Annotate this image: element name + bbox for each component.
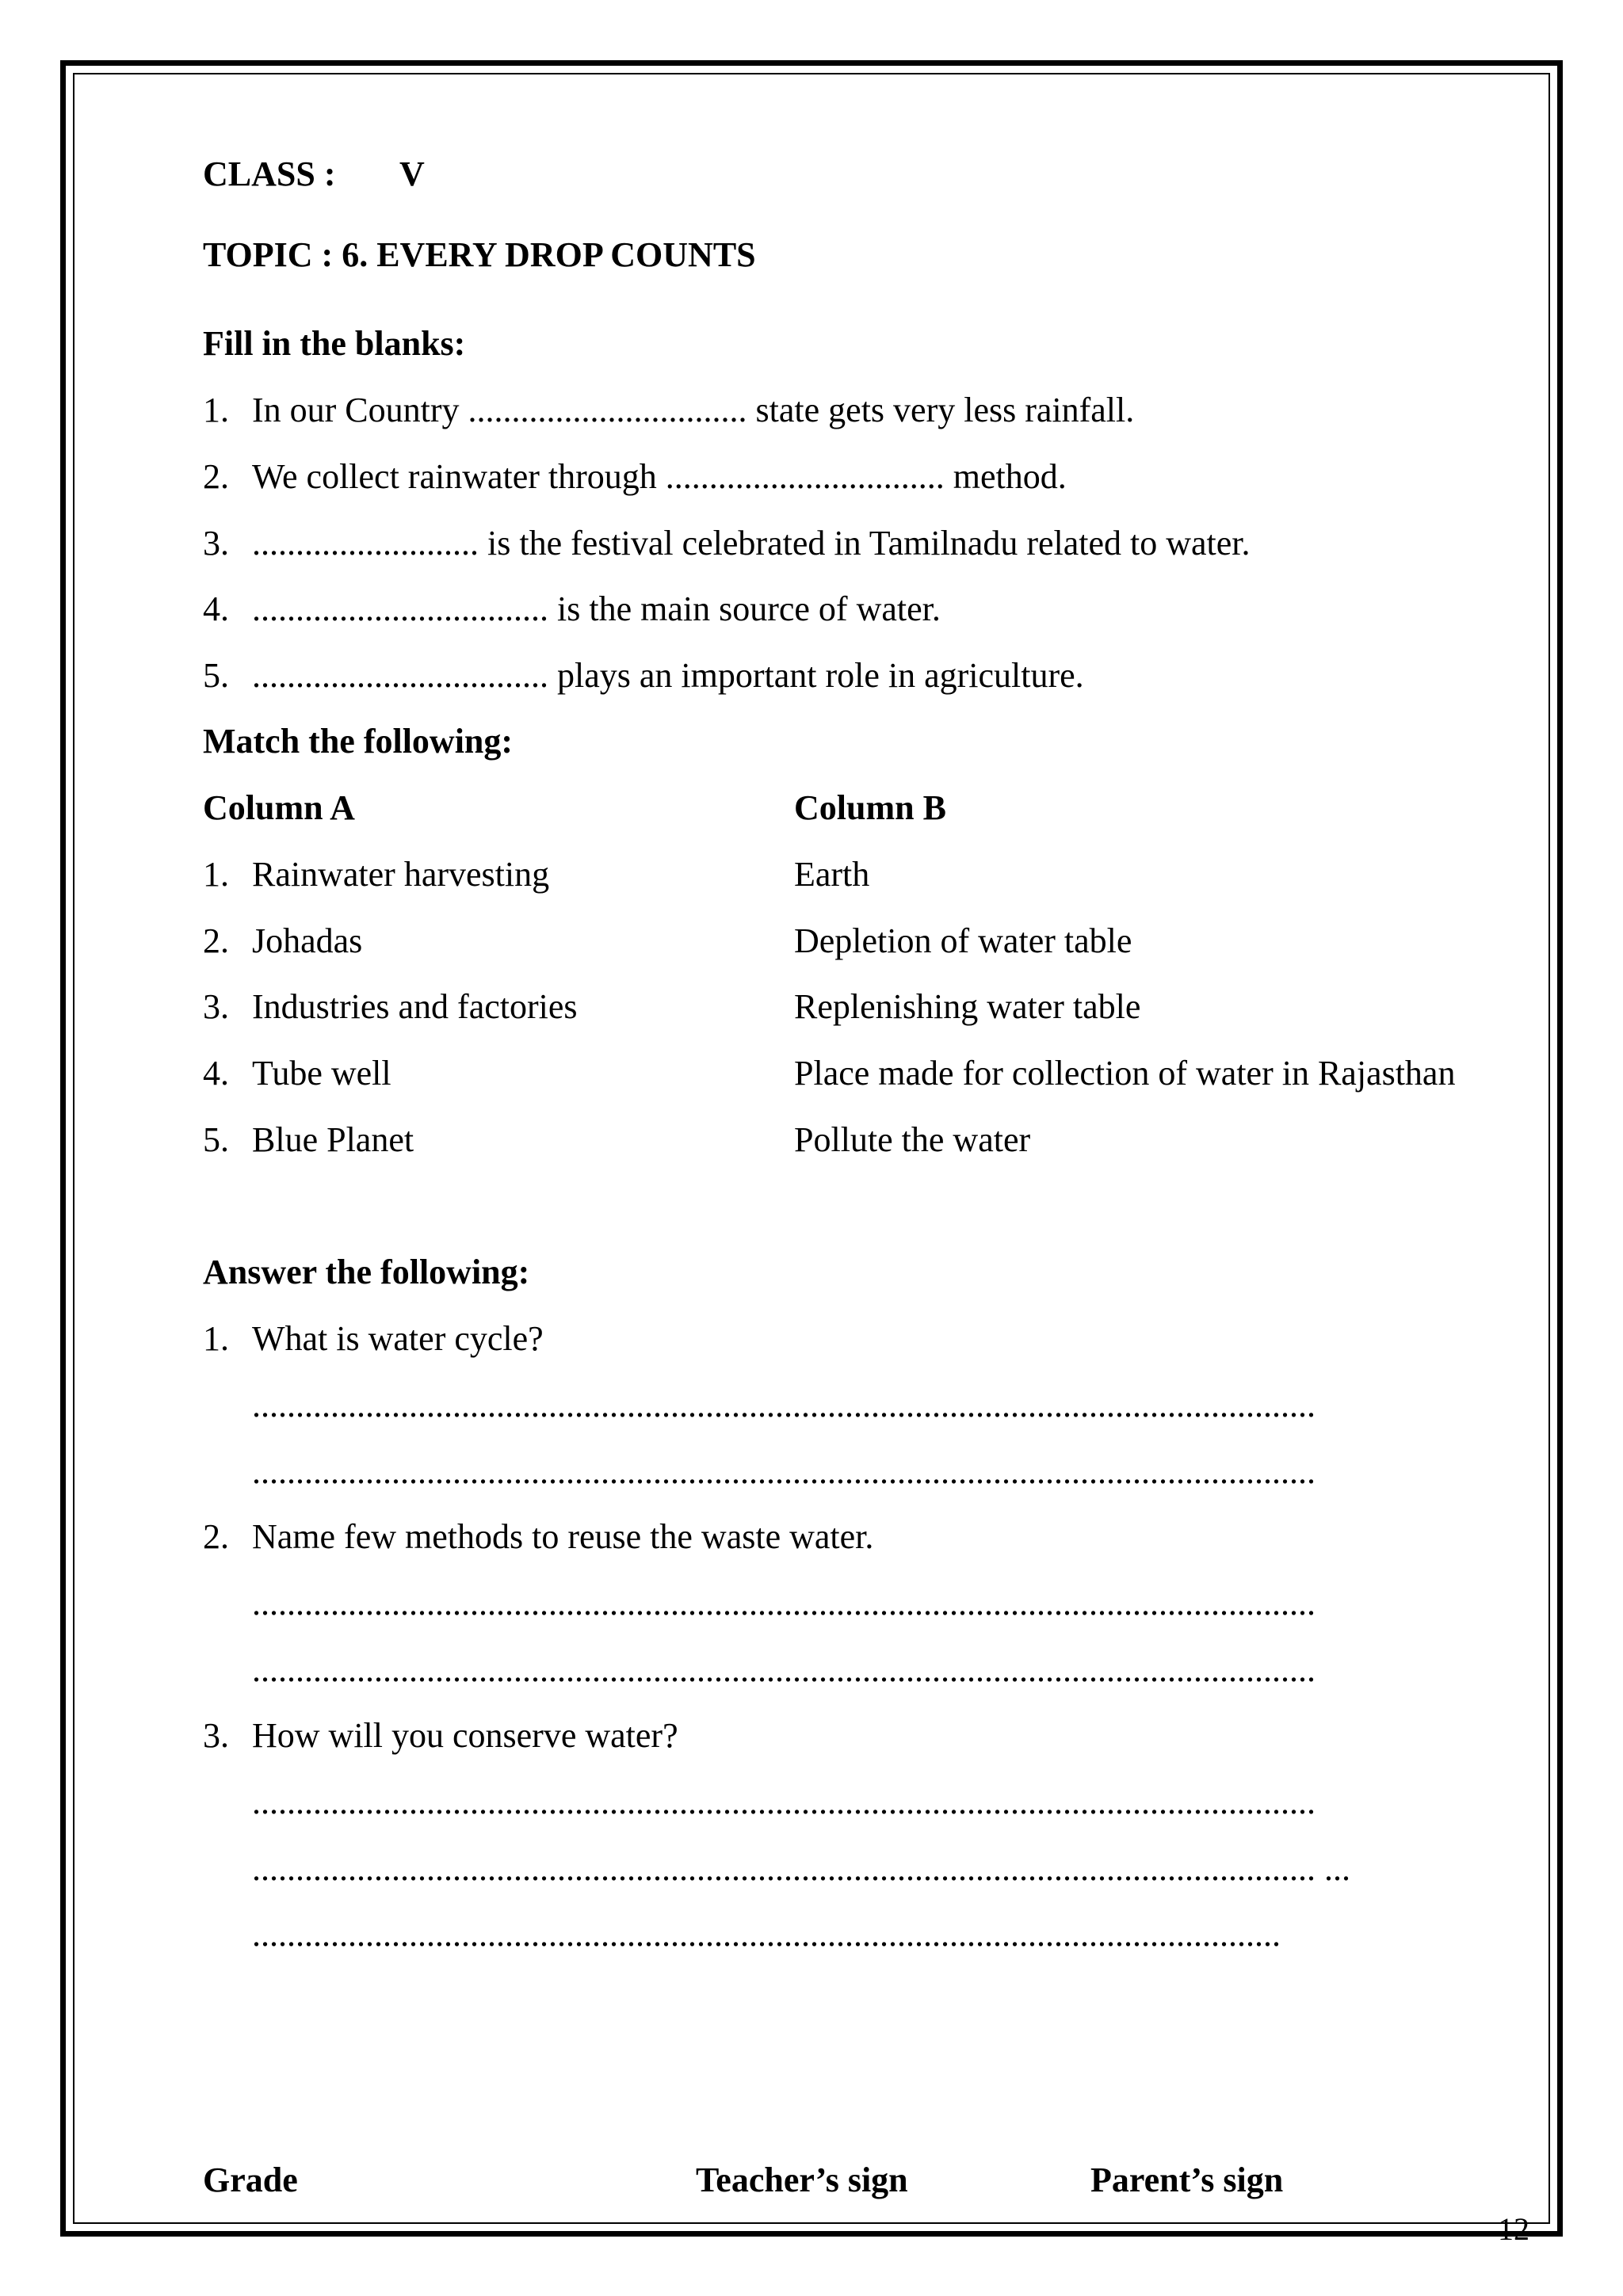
answer-line: .......................................................................................................................... ... (252, 1849, 1350, 1888)
question-number: 3. (203, 1716, 229, 1755)
question-text: What is water cycle? (252, 1319, 544, 1358)
match-number: 3. (203, 987, 229, 1026)
match-number: 1. (203, 855, 229, 894)
match-column-a-item: Johadas (252, 921, 363, 960)
match-column-b-item: Earth (794, 855, 870, 894)
question-number: 2. (203, 1517, 229, 1556)
match-column-a-item: Blue Planet (252, 1120, 414, 1159)
answer-line: .......................................................................................................................... (252, 1386, 1316, 1425)
match-column-a-item: Tube well (252, 1054, 391, 1093)
fill-blank-number: 4. (203, 589, 229, 628)
page-number: 12 (1498, 2211, 1529, 2247)
grade-label: Grade (203, 2161, 298, 2199)
question-number: 1. (203, 1319, 229, 1358)
match-number: 5. (203, 1120, 229, 1159)
answer-line: ...................................................................................................................... (252, 1915, 1281, 1954)
answer-line: .......................................................................................................................... (252, 1452, 1316, 1491)
fill-blank-item: We collect rainwater through ................................ method. (252, 457, 1067, 496)
match-column-b-item: Place made for collection of water in Rajasthan (794, 1054, 1456, 1093)
column-b-header: Column B (794, 788, 946, 827)
topic-title: TOPIC : 6. EVERY DROP COUNTS (203, 235, 756, 274)
fill-blank-number: 5. (203, 656, 229, 695)
answer-line: .......................................................................................................................... (252, 1650, 1316, 1689)
class-value: V (399, 154, 425, 193)
answer-heading: Answer the following: (203, 1253, 530, 1291)
match-number: 4. (203, 1054, 229, 1093)
fill-blank-item: .................................. plays an important role in agriculture. (252, 656, 1084, 695)
class-label: CLASS : (203, 154, 336, 193)
question-text: How will you conserve water? (252, 1716, 678, 1755)
fill-blank-item: In our Country ................................ state gets very less rainfall. (252, 391, 1135, 429)
answer-line: .......................................................................................................................... (252, 1783, 1316, 1821)
parent-sign-label: Parent’s sign (1090, 2161, 1284, 2199)
fill-blank-number: 3. (203, 524, 229, 563)
match-column-b-item: Pollute the water (794, 1120, 1031, 1159)
answer-line: .......................................................................................................................... (252, 1584, 1316, 1623)
match-number: 2. (203, 921, 229, 960)
match-column-b-item: Depletion of water table (794, 921, 1132, 960)
match-column-a-item: Industries and factories (252, 987, 578, 1026)
fill-blank-item: .................................. is the main source of water. (252, 589, 941, 628)
fill-blanks-heading: Fill in the blanks: (203, 324, 466, 363)
fill-blank-number: 1. (203, 391, 229, 429)
match-column-b-item: Replenishing water table (794, 987, 1141, 1026)
fill-blank-number: 2. (203, 457, 229, 496)
match-heading: Match the following: (203, 722, 514, 761)
question-text: Name few methods to reuse the waste water. (252, 1517, 874, 1556)
match-column-a-item: Rainwater harvesting (252, 855, 550, 894)
teacher-sign-label: Teacher’s sign (696, 2161, 908, 2199)
column-a-header: Column A (203, 788, 355, 827)
fill-blank-item: .......................... is the festival celebrated in Tamilnadu related to water. (252, 524, 1251, 563)
